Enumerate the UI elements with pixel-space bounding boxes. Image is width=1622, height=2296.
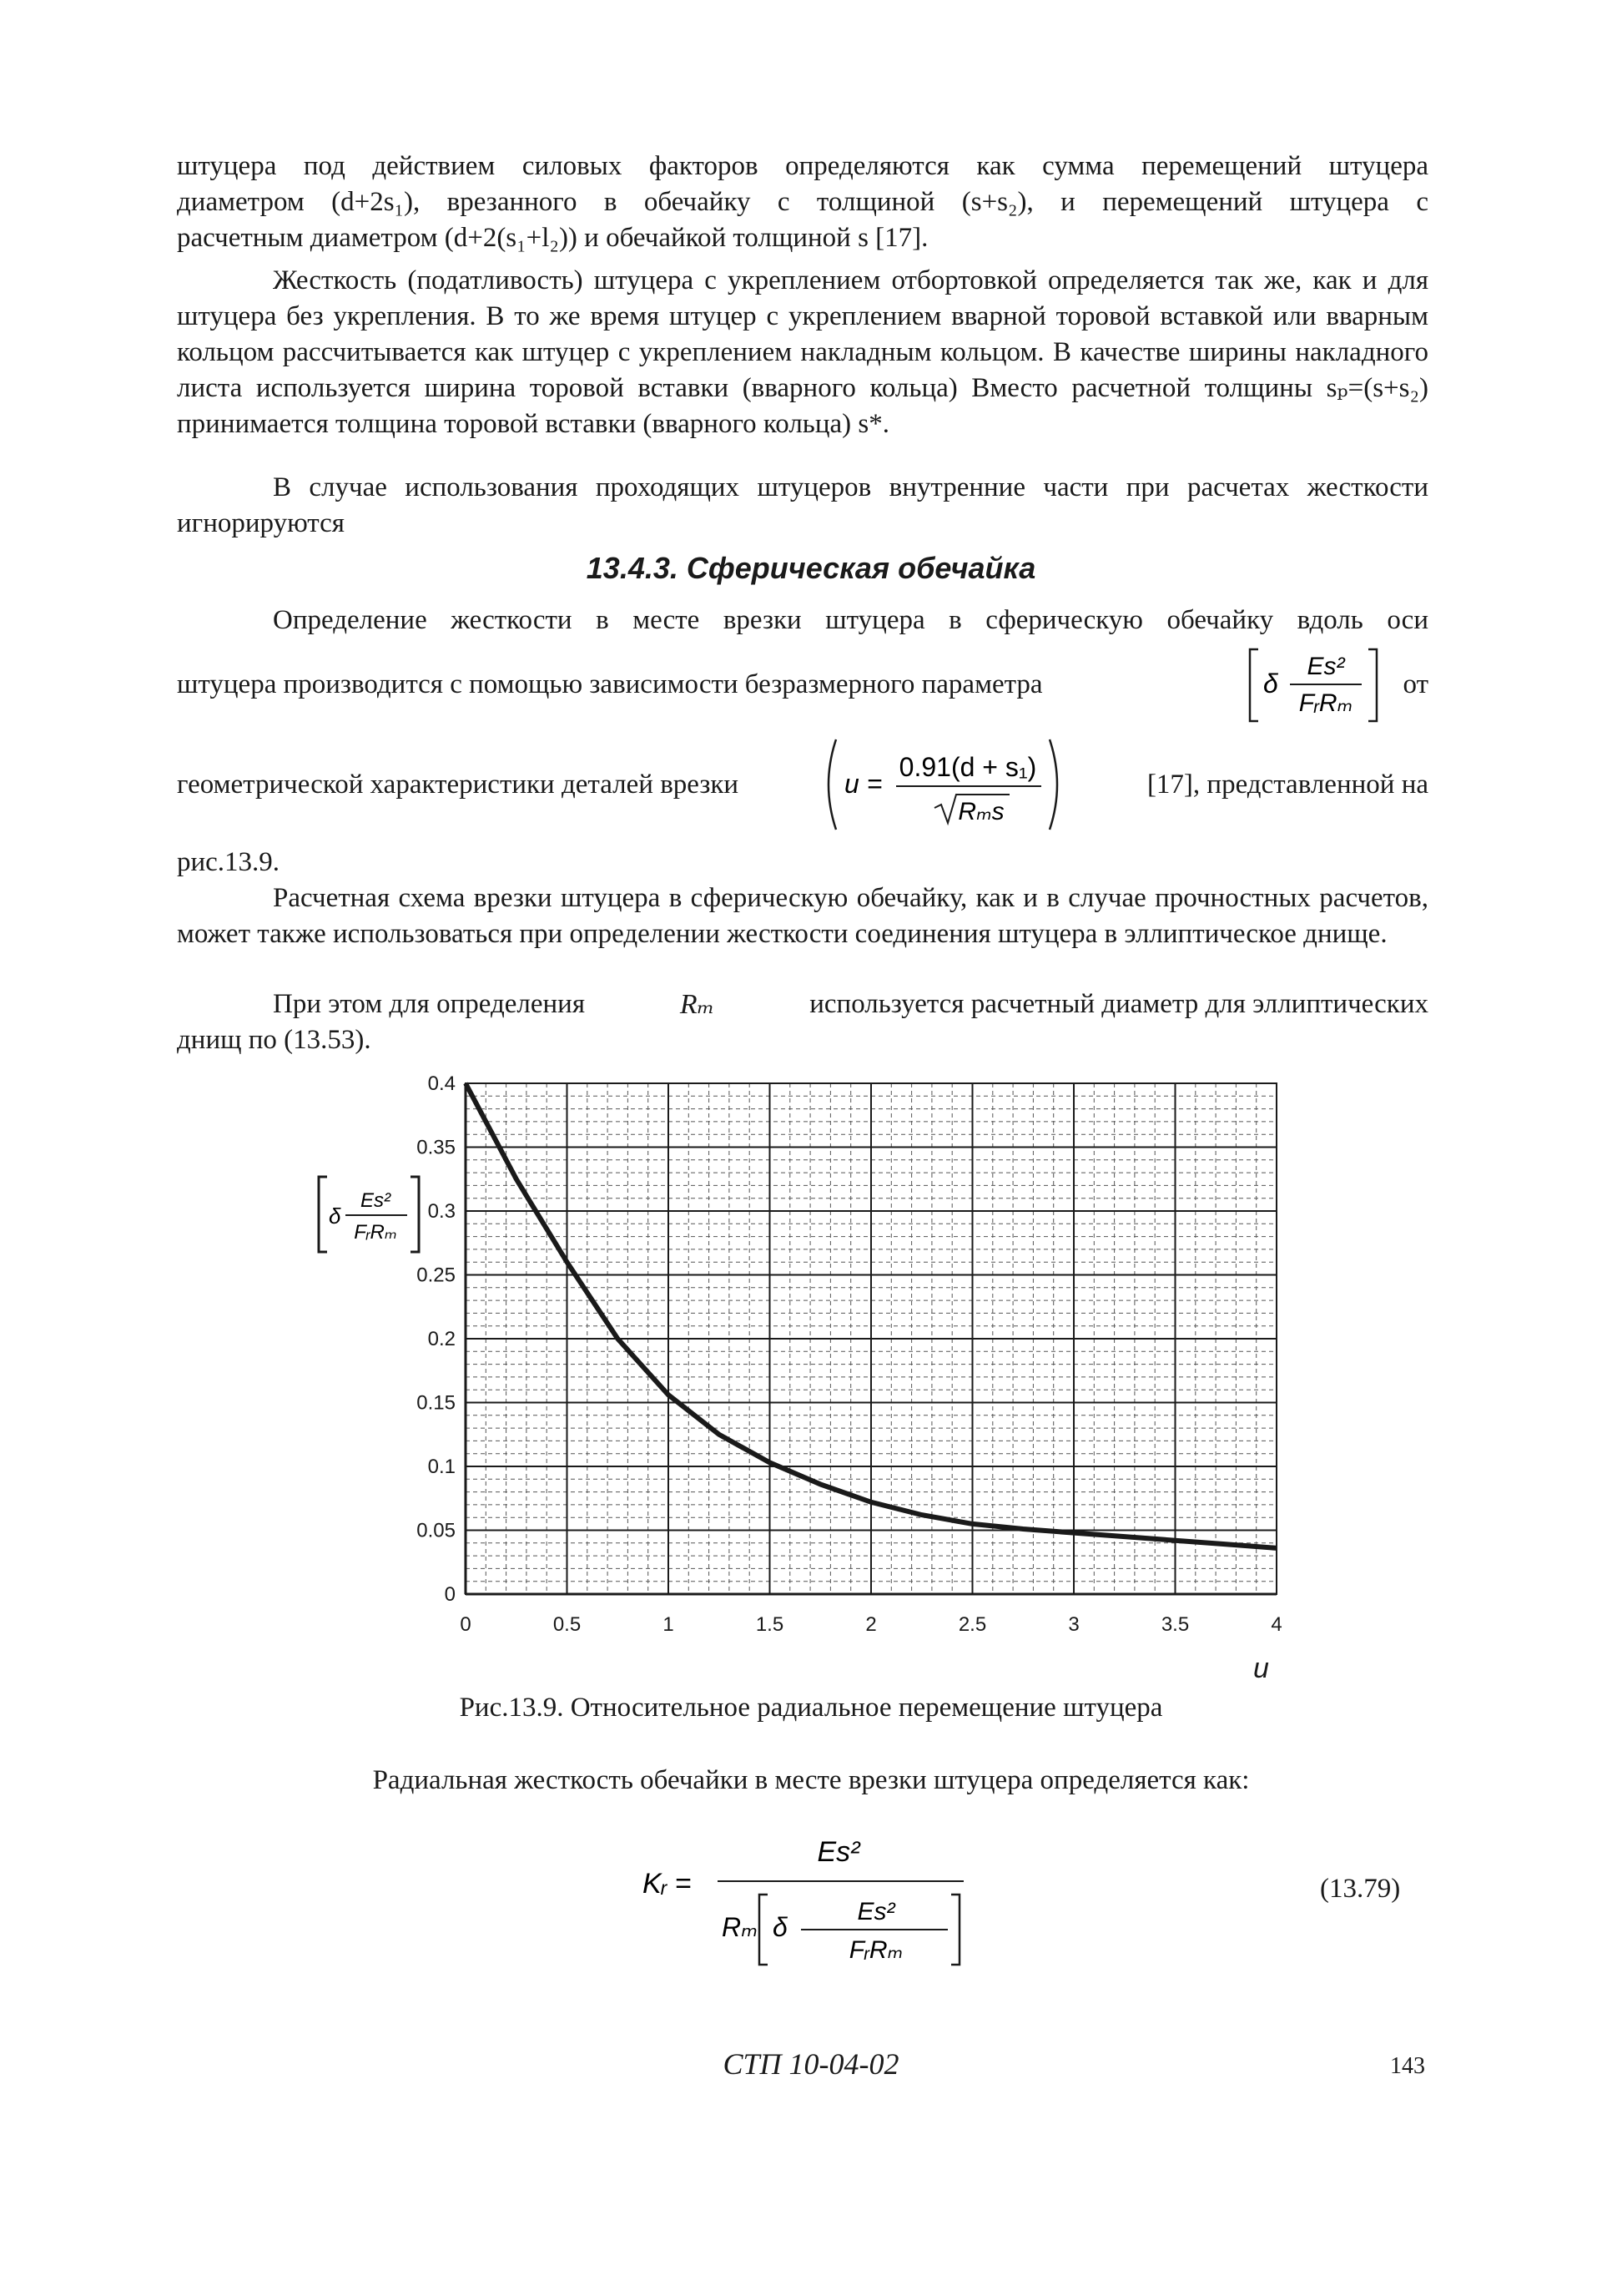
x-tick-label: 4 — [1271, 1613, 1282, 1636]
equation-number: (13.79) — [1320, 1874, 1401, 1904]
paragraph-2 — [177, 263, 1428, 442]
u-formula — [818, 734, 1068, 835]
y-axis-label — [319, 1177, 419, 1252]
p4-line2-text: штуцера производится с помощью зависимости безразмерного параметра — [177, 669, 1043, 699]
y-tick-label: 0 — [444, 1583, 456, 1606]
y-tick-label: 0.2 — [427, 1328, 456, 1350]
y-tick-label: 0.4 — [427, 1072, 456, 1095]
p4-line4-row — [177, 845, 1428, 881]
p4-line2-suffix: от — [1403, 669, 1428, 699]
p1-line2: диаметром (d+2s₁), врезанного в обечайку с толщиной (s+s₂), и перемещений штуцера с — [177, 187, 1428, 217]
p4-line3-suffix: [17], представленной на — [1146, 769, 1428, 800]
p6-line1-row — [177, 987, 1428, 1022]
delta-symbol: δ — [1262, 669, 1278, 699]
x-tick-label: 1 — [662, 1613, 674, 1636]
p4-line3-row — [177, 734, 1428, 835]
x-tick-label: 0.5 — [552, 1613, 582, 1636]
p6-text-b: используется расчетный диаметр для эллиптических — [809, 989, 1428, 1019]
equation-13-79 — [634, 1811, 985, 1970]
p1-line3: расчетным диаметром (d+2(s₁+l₂)) и обечайкой толщиной s [17]. — [177, 223, 929, 253]
x-axis-label: u — [1253, 1653, 1269, 1684]
p5-text: Расчетная схема врезки штуцера в сферическую обечайку, как и в случае прочностных расчетов, может также использоваться при определении жесткости соединения штуцера в эллиптическое днище. — [177, 883, 1428, 949]
p2-text: Жесткость (податливость) штуцера с укреплением отбортовкой определяется так же, как и для штуцера без укрепления. В то же время штуцер с укреплением вварной торовой вставкой или вварным кольцом рассчитывается как штуцер с укреплением накладным кольцом. В качестве ширины накладного листа используется ширина торовой вставки (вварного кольца) Вместо расчетной толщины sₚ=(s+s₂) принимается толщина торовой вставки (вварного кольца) s*. — [177, 265, 1428, 439]
fraction-numerator: Es² — [1307, 653, 1344, 680]
p4-line1: Определение жесткости в месте врезки штуцера в сферическую обечайку вдоль оси — [273, 605, 1428, 635]
p6-line2: днищ по (13.53). — [177, 1025, 371, 1055]
y-tick-label: 0.35 — [416, 1136, 456, 1159]
y-label-numerator: Es² — [360, 1189, 390, 1212]
y-tick-label: 0.3 — [427, 1200, 456, 1223]
p7-row — [0, 1763, 1622, 1799]
u-denominator: Rₘs — [958, 798, 1005, 825]
rm-symbol: Rₘ — [679, 989, 715, 1020]
y-tick-label: 0.25 — [416, 1264, 456, 1287]
p3-text: В случае использования проходящих штуцеров внутренние части при расчетах жесткости игнорируются — [177, 472, 1428, 538]
fraction-denominator: FᵣRₘ — [1298, 689, 1353, 717]
x-tick-label: 0 — [460, 1613, 471, 1636]
x-tick-label: 1.5 — [755, 1613, 784, 1636]
y-tick-label: 0.15 — [416, 1391, 456, 1415]
x-tick-label: 3.5 — [1161, 1613, 1190, 1636]
p4-line2-row — [177, 643, 1428, 726]
section-heading: 13.4.3. Сферическая обечайка — [586, 551, 1036, 585]
p4-line1-row — [177, 603, 1428, 638]
document-code: СТП 10-04-02 — [723, 2047, 899, 2081]
x-tick-label: 2.5 — [958, 1613, 987, 1636]
paragraph-1 — [177, 149, 1428, 256]
kr-inner-numerator: Es² — [857, 1898, 895, 1925]
page-number: 143 — [1390, 2053, 1425, 2079]
displacement-chart — [0, 1060, 1622, 1711]
y-tick-label: 0.1 — [427, 1456, 456, 1478]
param-bracket-formula — [1247, 643, 1380, 726]
p6-text-a: При этом для определения — [273, 989, 586, 1019]
p7-text: Радиальная жесткость обечайки в месте врезки штуцера определяется как: — [372, 1765, 1250, 1795]
kr-numerator: Es² — [817, 1836, 860, 1868]
kr-denominator-rm: Rₘ — [722, 1912, 758, 1942]
p6-line2-row — [177, 1022, 1428, 1058]
kr-inner-denominator: FᵣRₘ — [849, 1936, 904, 1964]
paragraph-5 — [177, 881, 1428, 952]
x-tick-label: 3 — [1068, 1613, 1080, 1636]
kr-label: Kᵣ = — [642, 1868, 692, 1900]
x-tick-label: 2 — [865, 1613, 877, 1636]
y-tick-label: 0.05 — [416, 1519, 456, 1542]
kr-delta: δ — [773, 1912, 788, 1942]
y-label-delta: δ — [329, 1204, 341, 1229]
p4-line3-text: геометрической характеристики деталей врезки — [177, 769, 739, 800]
p1-line1: штуцера под действием силовых факторов определяются как сумма перемещений штуцера — [177, 151, 1428, 181]
y-label-denominator: FᵣRₘ — [354, 1221, 397, 1244]
p4-line4: рис.13.9. — [177, 847, 280, 877]
param-formula — [1247, 643, 1429, 726]
u-numerator: 0.91(d + s₁) — [899, 752, 1037, 782]
u-equals: u = — [844, 769, 883, 799]
paragraph-3 — [177, 470, 1428, 542]
figure-caption: Рис.13.9. Относительное радиальное перемещение штуцера — [459, 1693, 1163, 1723]
